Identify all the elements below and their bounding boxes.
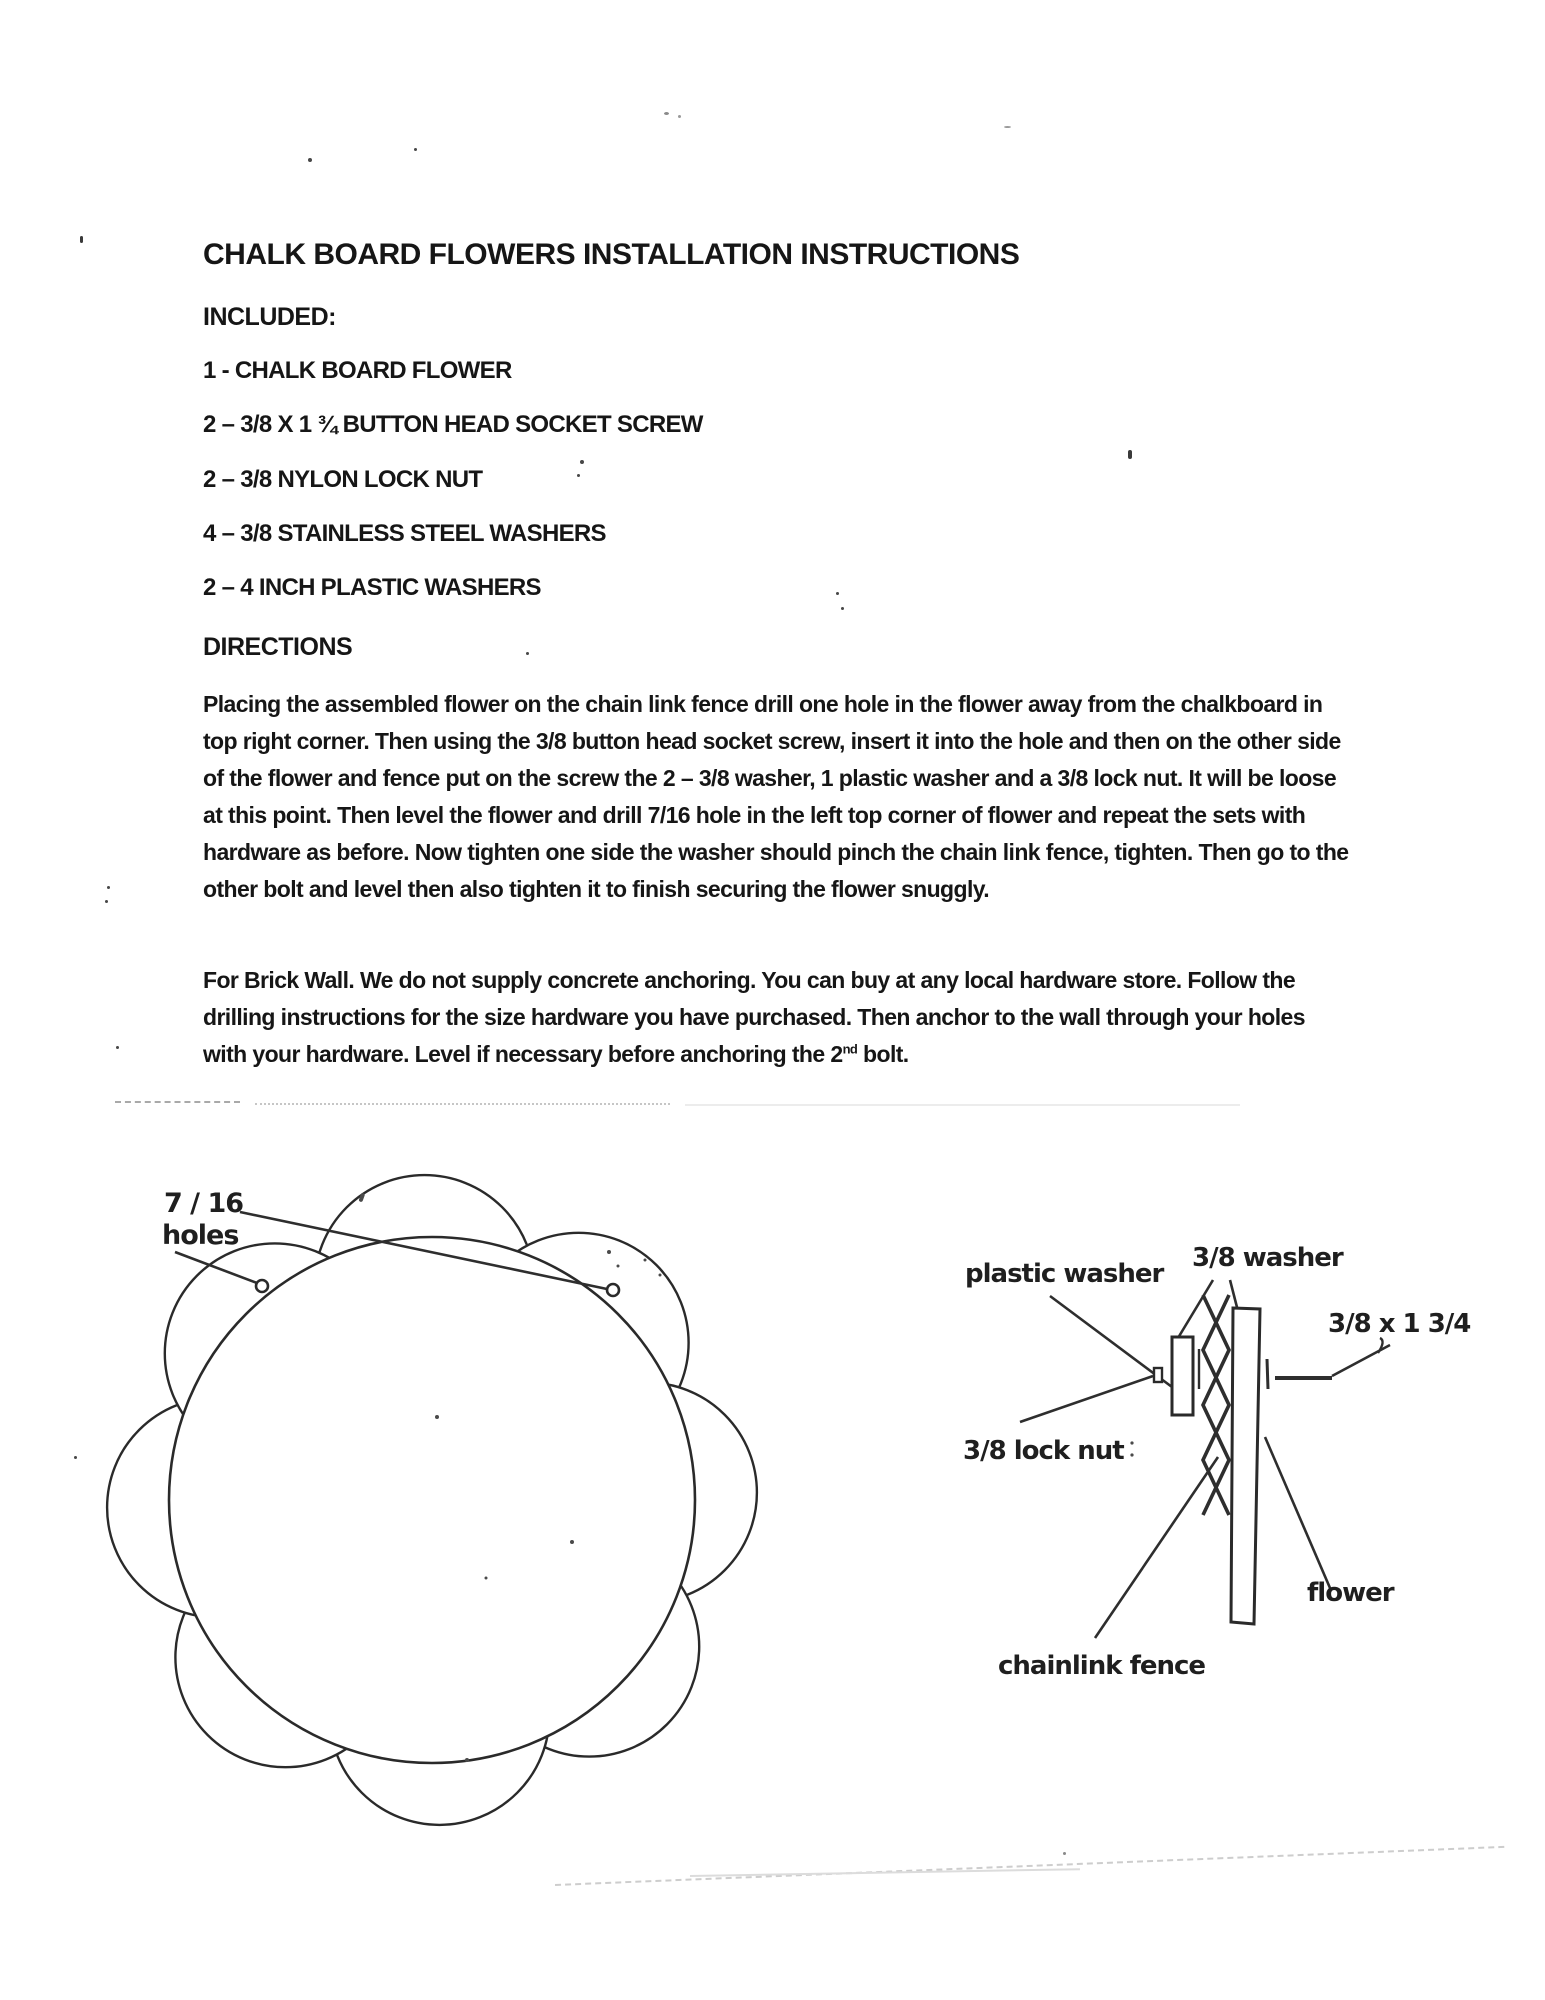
scan-artifact <box>308 158 312 162</box>
scan-artifact <box>74 1456 77 1459</box>
scan-artifact <box>414 148 417 151</box>
scan-specks <box>1130 1441 1133 1456</box>
chainlink-fence-label: chainlink fence <box>998 1651 1206 1681</box>
included-item: 2 – 3/8 X 1 ¾ BUTTON HEAD SOCKET SCREW <box>203 411 703 438</box>
included-item: 4 – 3/8 STAINLESS STEEL WASHERS <box>203 520 606 547</box>
directions-paragraph-brick <box>203 962 1353 1073</box>
lock-nut-drawing <box>1154 1368 1162 1382</box>
hardware-side-view-diagram <box>900 1200 1520 1700</box>
brick-paragraph-text-end: bolt. <box>857 1041 909 1067</box>
chainlink-fence-drawing <box>1203 1295 1229 1515</box>
scan-artifact <box>107 886 110 889</box>
holes-word-label: holes <box>162 1220 239 1251</box>
plastic-washer-drawing <box>1172 1337 1193 1415</box>
chalkboard-circle <box>169 1237 695 1763</box>
scan-divider-line <box>115 1101 240 1103</box>
scan-artifact <box>80 236 83 243</box>
directions-heading: DIRECTIONS <box>203 633 353 661</box>
ordinal-superscript: nd <box>842 1041 858 1057</box>
scan-artifact <box>836 592 839 595</box>
lock-nut-leader-line <box>1020 1376 1153 1422</box>
included-item: 2 – 3/8 NYLON LOCK NUT <box>203 466 483 493</box>
scan-artifact <box>678 115 681 118</box>
lock-nut-label: 3/8 lock nut <box>963 1436 1124 1466</box>
scan-artifact <box>577 474 580 477</box>
scan-artifact <box>116 1046 119 1049</box>
included-item: 1 - CHALK BOARD FLOWER <box>203 357 512 384</box>
flower-board-drawing <box>1231 1308 1260 1624</box>
scan-artifact <box>664 112 669 115</box>
scan-artifact <box>526 652 529 655</box>
scan-streak <box>690 1868 1080 1877</box>
steel-washer-label: 3/8 washer <box>1192 1243 1343 1273</box>
scan-divider-line <box>685 1104 1240 1106</box>
included-heading: INCLUDED: <box>203 303 336 331</box>
brick-paragraph-text: For Brick Wall. We do not supply concrete anchoring. You can buy at any local hardware store. Follow the drilling instructions for the size hardware you have purchased. Then anchor to the wall through your holes with your hardware. Level if necessary before anchoring the 2 <box>203 967 1305 1067</box>
plastic-washer-label: plastic washer <box>965 1259 1164 1289</box>
screw-size-label: 3/8 x 1 3/4 <box>1328 1309 1471 1339</box>
scan-artifact <box>580 460 584 464</box>
drill-hole-right <box>607 1284 619 1296</box>
steel-washer-right-drawing <box>1267 1359 1268 1389</box>
flower-leader-line <box>1265 1437 1330 1588</box>
page-title: CHALK BOARD FLOWERS INSTALLATION INSTRUCTIONS <box>203 238 1020 271</box>
scan-artifact <box>1004 126 1011 128</box>
scan-artifact <box>1063 1852 1066 1855</box>
scan-artifact <box>1128 450 1132 459</box>
directions-paragraph-fence: Placing the assembled flower on the chain link fence drill one hole in the flower away from the chalkboard in top right corner. Then using the 3/8 button head socket screw, insert it into the hole and then on the other side of the flower and fence put on the screw the 2 – 3/8 washer, 1 plastic washer and a 3/8 lock nut. It will be loose at this point. Then level the flower and drill 7/16 hole in the left top corner of flower and repeat the sets with hardware as before. Now tighten one side the washer should pinch the chain link fence, tighten. Then go to the other bolt and level then also tighten it to finish securing the flower snuggly. <box>203 691 1349 902</box>
chainlink-leader-line <box>1095 1457 1218 1638</box>
flower-top-view-diagram <box>60 1140 820 1860</box>
scan-divider-line <box>255 1103 670 1105</box>
holes-size-label: 7 / 16 <box>164 1188 244 1219</box>
included-item: 2 – 4 INCH PLASTIC WASHERS <box>203 574 541 601</box>
drill-hole-left <box>256 1280 268 1292</box>
flower-label: flower <box>1307 1578 1394 1608</box>
scan-artifact <box>841 607 844 610</box>
scan-artifact <box>105 900 108 903</box>
